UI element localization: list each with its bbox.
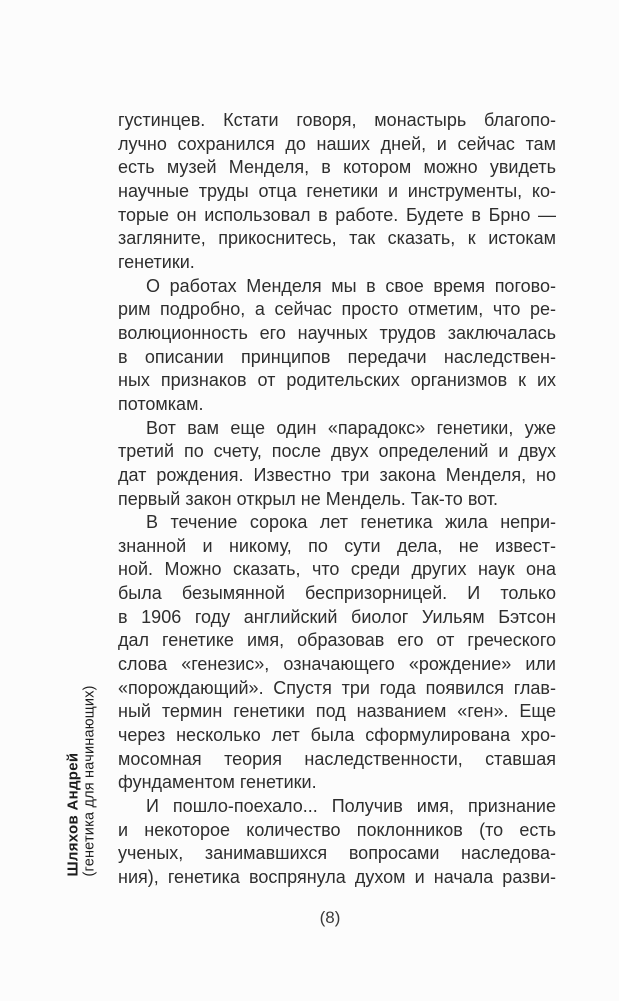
text-line: волюционность его научных трудов заключалась (118, 322, 556, 343)
text-line: первый закон открыл не Мендель. Так-то вот. (118, 488, 499, 509)
text-line: загляните, прикоснитесь, так сказать, к истокам (118, 228, 556, 249)
text-line: дат рождения. Известно три закона Менделя, но (118, 464, 556, 485)
spine-author-label: Шляхов Андрей (64, 752, 82, 877)
text-line: была безымянной беспризорницей. И только (118, 583, 556, 604)
text-line: фундаментом генетики. (118, 772, 317, 793)
text-line: торые он использовал в работе. Будете в Брно — (118, 204, 556, 225)
text-line: и некоторое количество поклонников (то есть (118, 819, 556, 840)
text-line: знанной и никому, по сути дела, не извест- (118, 535, 556, 556)
spine-annotation (65, 672, 99, 877)
text-line: ученых, занимавшихся вопросами наследова- (118, 843, 556, 864)
text-line: научные труды отца генетики и инструменты, ко- (118, 180, 556, 201)
spine-series-label: (генетика для начинающих) (81, 685, 98, 877)
text-line: есть музей Менделя, в котором можно увидеть (118, 157, 556, 178)
text-line: ных признаков от родительских организмов к их (118, 370, 556, 391)
page-number: (8) (319, 908, 341, 927)
text-line: ния), генетика воспрянула духом и начала разви- (118, 867, 556, 887)
text-line: генетики. (118, 251, 195, 272)
text-line: третий по счету, после двух определений и двух (118, 441, 556, 462)
text-line: потомкам. (118, 393, 204, 414)
text-line: в описании принципов передачи наследствен- (118, 346, 556, 367)
text-line: «порождающий». Спустя три года появился глав- (118, 677, 556, 698)
text-line: густинцев. Кстати говоря, монастырь благопо- (118, 110, 556, 130)
text-line: ный термин генетики под названием «ген». Еще (118, 701, 556, 722)
text-line: ной. Можно сказать, что среди других наук она (118, 559, 556, 580)
text-line: мосомная теория наследственности, ставшая (118, 748, 556, 769)
body-text (118, 109, 556, 890)
text-line: И пошло-поехало... Получив имя, признание (146, 796, 556, 817)
text-line: дал генетике имя, образовав его от греческого (118, 630, 556, 651)
text-line: В течение сорока лет генетика жила непри- (146, 512, 556, 533)
text-line: в 1906 году английский биолог Уильям Бэтсон (118, 606, 556, 627)
text-line: рим подробно, а сейчас просто отметим, что ре- (118, 299, 556, 320)
text-line: слова «генезис», означающего «рождение» или (118, 654, 556, 675)
text-line: лучно сохранился до наших дней, и сейчас там (118, 133, 556, 154)
text-line: Вот вам еще один «парадокс» генетики, уже (146, 417, 556, 438)
text-line: О работах Менделя мы в свое время погово- (146, 275, 556, 296)
text-line: через несколько лет была сформулирована хро- (118, 725, 556, 746)
